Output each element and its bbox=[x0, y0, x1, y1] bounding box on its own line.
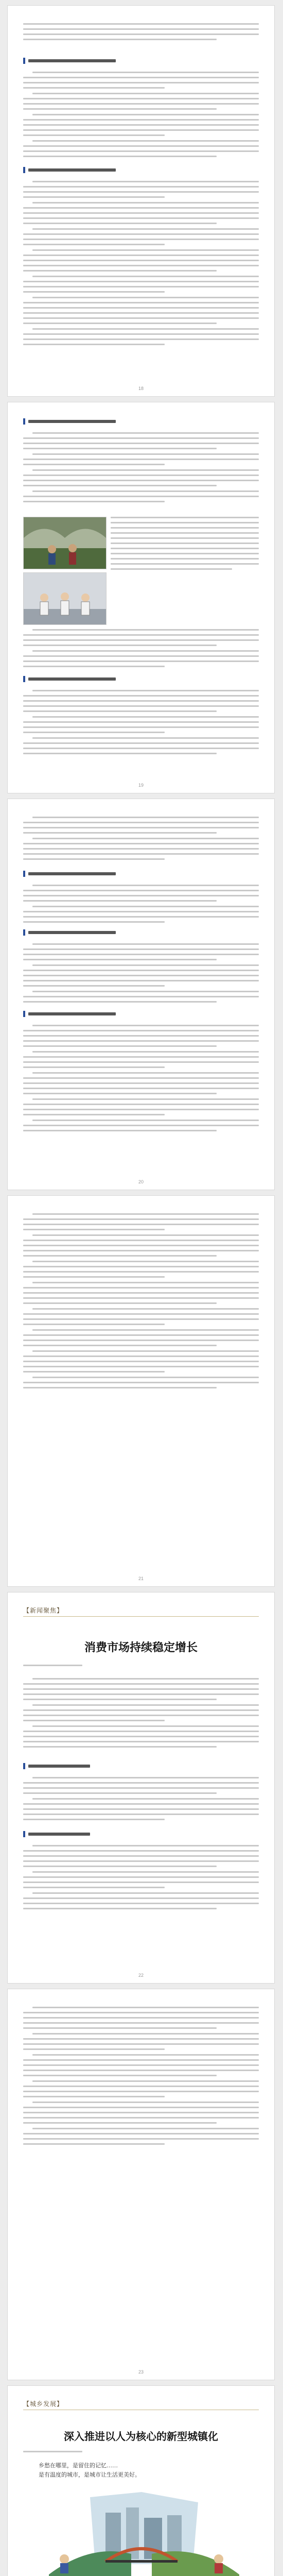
photo-greenhouse bbox=[23, 517, 107, 569]
page-2 bbox=[7, 402, 275, 793]
page-3 bbox=[7, 799, 275, 1190]
paragraph bbox=[23, 1678, 259, 1751]
paragraph bbox=[23, 181, 259, 349]
section-heading bbox=[23, 57, 116, 64]
page-number: 19 bbox=[138, 783, 144, 788]
paragraph bbox=[23, 1213, 259, 1392]
paragraph bbox=[23, 72, 259, 161]
photo-workshop bbox=[23, 572, 107, 625]
paragraph bbox=[23, 690, 259, 758]
paragraph bbox=[23, 629, 259, 671]
paragraph bbox=[111, 517, 259, 573]
section-heading bbox=[23, 870, 116, 877]
article-title: 深入推进以人为核心的新型城镇化 bbox=[64, 2431, 218, 2443]
paragraph bbox=[23, 1777, 259, 1824]
page-number: 21 bbox=[138, 1576, 144, 1581]
page-number: 22 bbox=[138, 1973, 144, 1978]
byline bbox=[23, 1665, 259, 1670]
illustration-city-bridge bbox=[28, 2487, 255, 2576]
section-heading bbox=[23, 675, 116, 683]
page-number: 23 bbox=[138, 2369, 144, 2375]
epigraph bbox=[39, 2461, 140, 2480]
page-1 bbox=[7, 5, 275, 397]
column-tag: 【新闻聚焦】 bbox=[23, 1607, 64, 1614]
section-heading bbox=[23, 1762, 90, 1770]
page-7 bbox=[7, 2385, 275, 2576]
article-title: 消费市场持续稳定增长 bbox=[84, 1641, 198, 1654]
section-heading bbox=[23, 1831, 90, 1838]
section-heading bbox=[23, 1010, 116, 1018]
paragraph bbox=[23, 885, 259, 926]
paragraph bbox=[23, 817, 259, 863]
page-number: 18 bbox=[138, 386, 144, 391]
page-6 bbox=[7, 1989, 275, 2380]
column-tag: 【城乡发展】 bbox=[23, 2400, 64, 2408]
paragraph bbox=[23, 2007, 259, 2148]
page-4 bbox=[7, 1195, 275, 1587]
paragraph bbox=[23, 23, 259, 44]
byline bbox=[23, 2451, 259, 2456]
section-heading bbox=[23, 929, 116, 936]
epigraph-line: 是有温度的城市，是城市让生活更美好。 bbox=[39, 2472, 140, 2478]
page-number: 20 bbox=[138, 1179, 144, 1184]
epigraph-line: 乡愁在哪里，是留住的记忆…… bbox=[39, 2463, 118, 2469]
paragraph bbox=[23, 943, 259, 1006]
paragraph bbox=[23, 1845, 259, 1913]
paragraph bbox=[23, 432, 259, 506]
section-heading bbox=[23, 166, 116, 174]
divider bbox=[23, 1616, 259, 1617]
paragraph bbox=[23, 1025, 259, 1135]
page-5 bbox=[7, 1592, 275, 1984]
section-heading bbox=[23, 418, 116, 425]
